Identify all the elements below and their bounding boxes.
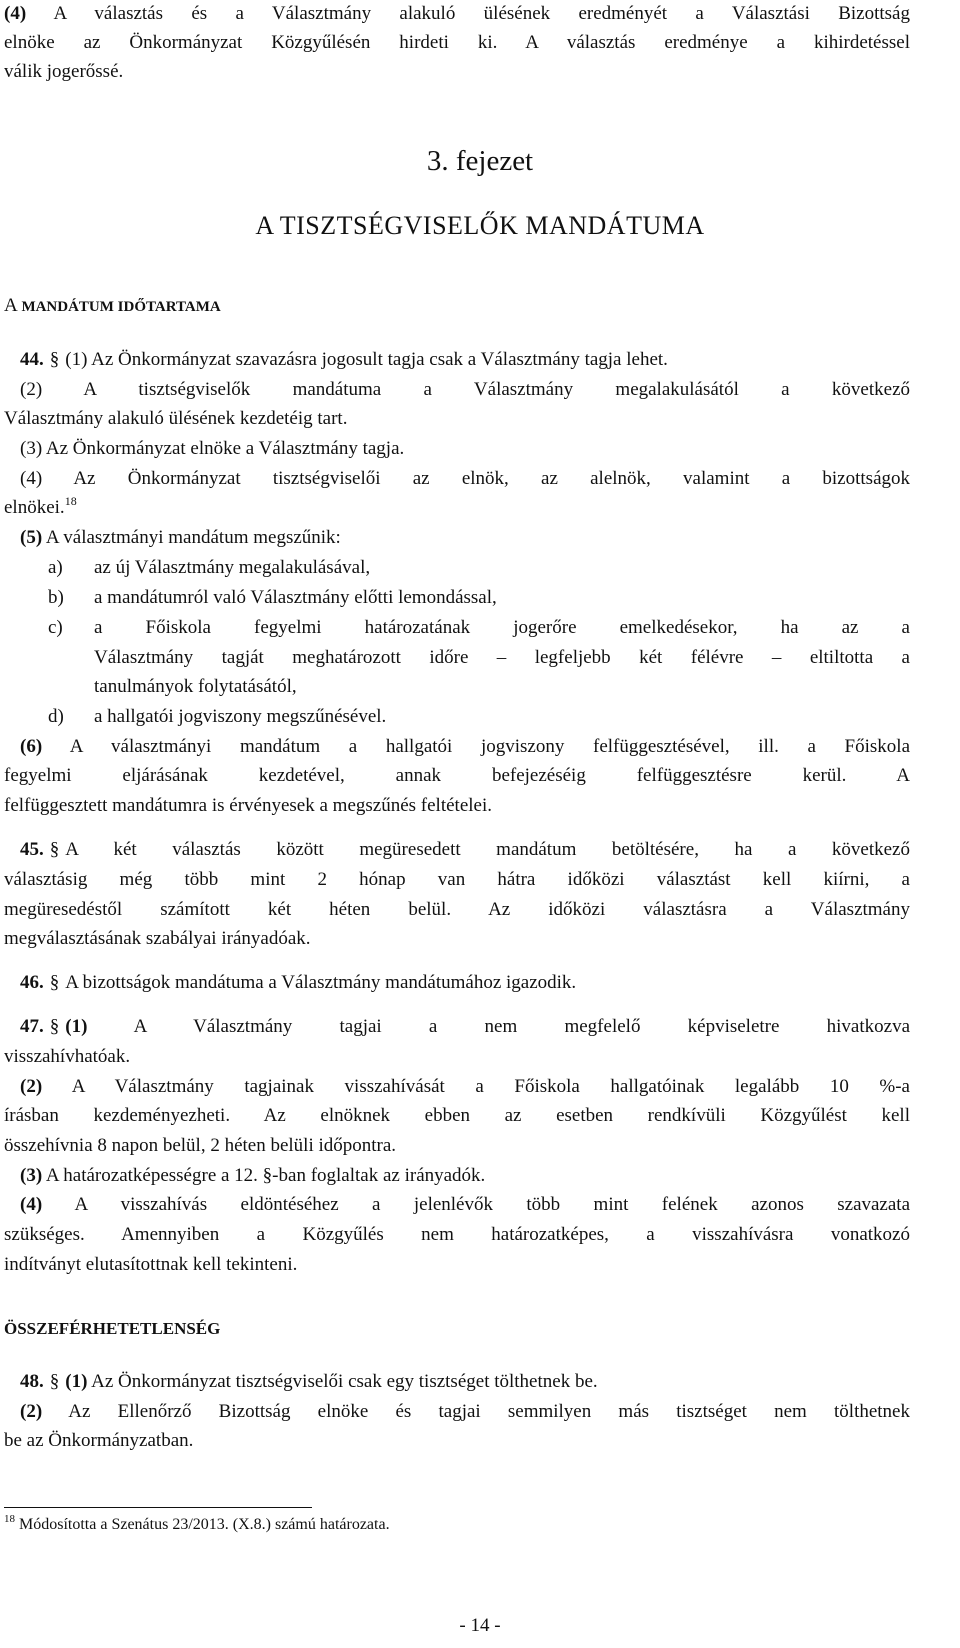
chapter-title: A TISZTSÉGVISELŐK MANDÁTUMA: [255, 211, 705, 240]
page-number: - 14 -: [459, 1615, 501, 1636]
text-line: (5) A választmányi mandátum megszűnik:: [20, 527, 341, 548]
text-line: (4) A választás és a Választmány alakuló ülésének eredményét a Választási Bizottság: [4, 3, 910, 24]
footnote: $^{18}$ Módosította a Szenátus 23/2013. (X.8.) számú határozata.: [4, 1513, 390, 1533]
text-line: (2) A Választmány tagjainak visszahívását a Főiskola hallgatóinak legalább 10 %-a: [20, 1076, 910, 1097]
text-line: írásban kezdeményezheti. Az elnöknek ebben az esetben rendkívüli Közgyűlést kell: [4, 1105, 910, 1126]
text-line: (3) Az Önkormányzat elnöke a Választmány tagja.: [20, 438, 405, 459]
list-item-text: tanulmányok folytatásától,: [94, 676, 297, 697]
paragraph-46-line: 46. § A bizottságok mandátuma a Választmány mandátumához igazodik.: [20, 972, 577, 993]
text-line: összehívnia 8 napon belül, 2 héten belüli időpontra.: [4, 1135, 397, 1156]
text-line: megüresedéstől számított két héten belül. Az időközi választásra a Választmány: [4, 899, 910, 920]
chapter-number: 3. fejezet: [426, 145, 534, 177]
text-line: válik jogerőssé.: [4, 61, 124, 82]
list-item-text: Választmány tagját meghatározott időre – legfeljebb két félévre – eltiltotta a: [94, 647, 910, 668]
text-line: (3) A határozatképességre a 12. §-ban foglaltak az irányadók.: [20, 1165, 486, 1186]
text-line: be az Önkormányzatban.: [4, 1430, 194, 1451]
text-line: (6) A választmányi mandátum a hallgatói jogviszony felfüggesztésével, ill. a Főiskola: [20, 736, 911, 757]
text-line: megválasztásának szabályai irányadóak.: [4, 928, 311, 949]
text-line: visszahívhatóak.: [4, 1046, 131, 1067]
text-line: szükséges. Amennyiben a Közgyűlés nem határozatképes, a visszahívásra vonatkozó: [4, 1224, 910, 1245]
text-line: (2) Az Ellenőrző Bizottság elnöke és tagjai semmilyen más tisztséget nem tölthetnek: [20, 1401, 910, 1422]
footnote-separator: [4, 1507, 312, 1508]
list-item-text: az új Választmány megalakulásával,: [94, 557, 371, 578]
list-item-text: a hallgatói jogviszony megszűnésével.: [94, 706, 387, 727]
list-item-label: d): [48, 706, 64, 727]
text-line: (4) Az Önkormányzat tisztségviselői az elnök, az alelnök, valamint a bizottságok: [20, 468, 910, 489]
section-sign: §: [49, 349, 60, 370]
text-line: elnökei.$^{18}$: [4, 494, 77, 518]
paragraph-47-line: 47. § (1) A Választmány tagjai a nem megfelelő képviseletre hivatkozva: [20, 1016, 910, 1037]
section-sign: §: [49, 1371, 60, 1392]
text-line: (2) A tisztségviselők mandátuma a Választmány megalakulásától a következő: [20, 379, 910, 400]
text-line: fegyelmi eljárásának kezdetével, annak befejezéséig felfüggesztésre kerül. A: [4, 765, 910, 786]
paragraph-48-line: 48. § (1) Az Önkormányzat tisztségviselői csak egy tisztséget tölthetnek be.: [20, 1371, 598, 1392]
section-sign: §: [49, 1016, 60, 1037]
text-line: választásig még több mint 2 hónap van hátra időközi választást kell kiírni, a: [4, 869, 910, 890]
section-sign: §: [49, 972, 60, 993]
paragraph-44-line: 44. § (1) Az Önkormányzat szavazásra jogosult tagja csak a Választmány tagja lehet.: [20, 349, 668, 370]
text-line: elnöke az Önkormányzat Közgyűlésén hirdeti ki. A választás eredménye a kihirdetéssel: [4, 32, 910, 53]
text-line: Választmány alakuló ülésének kezdetéig tart.: [4, 408, 348, 429]
list-item-text: a Főiskola fegyelmi határozatának jogerőre emelkedésekor, ha az a: [94, 617, 910, 638]
list-item-label: a): [48, 557, 63, 578]
list-item-label: b): [48, 587, 64, 608]
section-heading: ÖSSZEFÉRHETETLENSÉG: [4, 1319, 221, 1338]
text-line: indítványt elutasítottnak kell tekinteni.: [4, 1254, 298, 1275]
section-sign: §: [49, 839, 60, 860]
section-heading: A MANDÁTUM IDŐTARTAMA: [4, 295, 221, 316]
paragraph-45-line: 45. § A két választás között megüresedett mandátum betöltésére, ha a következő: [20, 839, 910, 860]
text-line: felfüggesztett mandátumra is érvényesek a megszűnés feltételei.: [4, 795, 492, 816]
list-item-text: a mandátumról való Választmány előtti lemondással,: [94, 587, 497, 608]
text-line: (4) A visszahívás eldöntéséhez a jelenlévők több mint felének azonos szavazata: [20, 1194, 911, 1215]
list-item-label: c): [48, 617, 63, 638]
footnote-ref: 18: [64, 494, 77, 508]
